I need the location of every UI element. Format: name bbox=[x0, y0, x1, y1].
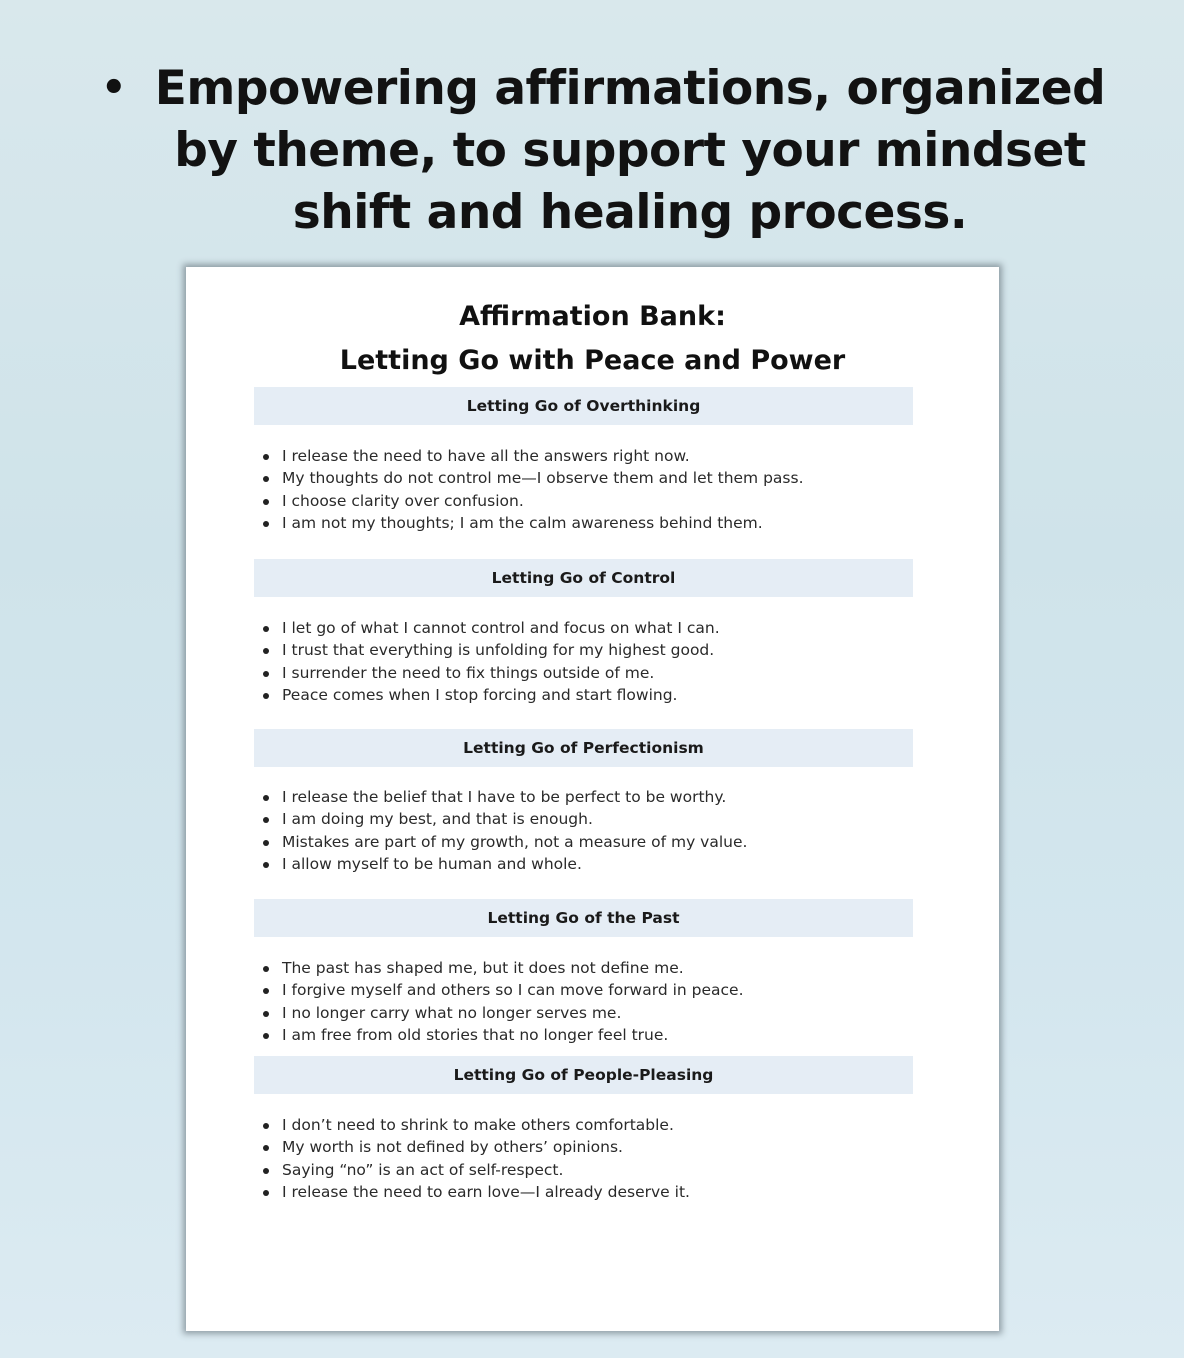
document-title-line-2: Letting Go with Peace and Power bbox=[339, 345, 846, 376]
section-heading-label: Letting Go of Perfectionism bbox=[463, 739, 704, 757]
affirmation-item: I am not my thoughts; I am the calm awareness behind them. bbox=[259, 512, 804, 534]
affirmation-item: I release the need to have all the answers right now. bbox=[259, 445, 804, 467]
affirmation-item: I trust that everything is unfolding for my highest good. bbox=[259, 639, 720, 661]
document-page bbox=[186, 267, 999, 1331]
document-title-line-1: Affirmation Bank: bbox=[459, 301, 726, 332]
affirmation-item: I surrender the need to fix things outside of me. bbox=[259, 662, 720, 684]
affirmation-item: Saying “no” is an act of self-respect. bbox=[259, 1159, 690, 1181]
affirmation-item: I release the need to earn love—I already deserve it. bbox=[259, 1181, 690, 1203]
affirmation-item: I am free from old stories that no longer feel true. bbox=[259, 1024, 744, 1046]
section-heading-label: Letting Go of the Past bbox=[487, 909, 680, 927]
section-heading-label: Letting Go of People-Pleasing bbox=[453, 1066, 714, 1084]
section-heading-label: Letting Go of Control bbox=[491, 569, 676, 587]
affirmation-item: I forgive myself and others so I can move forward in peace. bbox=[259, 979, 744, 1001]
affirmation-item: I am doing my best, and that is enough. bbox=[259, 808, 747, 830]
section-heading-overthinking bbox=[254, 387, 913, 425]
affirmation-list-control bbox=[259, 617, 720, 706]
affirmation-item: Mistakes are part of my growth, not a measure of my value. bbox=[259, 831, 747, 853]
affirmation-item: My worth is not defined by others’ opinions. bbox=[259, 1136, 690, 1158]
section-heading-label: Letting Go of Overthinking bbox=[466, 397, 701, 415]
section-heading-people-pleasing bbox=[254, 1056, 913, 1094]
affirmation-item: Peace comes when I stop forcing and start flowing. bbox=[259, 684, 720, 706]
affirmation-item: I choose clarity over confusion. bbox=[259, 490, 804, 512]
affirmation-item: I allow myself to be human and whole. bbox=[259, 853, 747, 875]
affirmation-item: My thoughts do not control me—I observe them and let them pass. bbox=[259, 467, 804, 489]
section-heading-perfectionism bbox=[254, 729, 913, 767]
affirmation-list-past bbox=[259, 957, 744, 1046]
affirmation-item: I no longer carry what no longer serves me. bbox=[259, 1002, 744, 1024]
affirmation-item: I don’t need to shrink to make others comfortable. bbox=[259, 1114, 690, 1136]
affirmation-item: I release the belief that I have to be perfect to be worthy. bbox=[259, 786, 747, 808]
headline-bullet: • bbox=[101, 65, 127, 111]
document-title bbox=[186, 295, 999, 383]
affirmation-list-overthinking bbox=[259, 445, 804, 534]
affirmation-list-people-pleasing bbox=[259, 1114, 690, 1203]
affirmation-item: The past has shaped me, but it does not define me. bbox=[259, 957, 744, 979]
affirmation-item: I let go of what I cannot control and focus on what I can. bbox=[259, 617, 720, 639]
headline-text: Empowering affirmations, organized by theme, to support your mindset shift and healing process. bbox=[154, 61, 1106, 240]
section-heading-past bbox=[254, 899, 913, 937]
section-heading-control bbox=[254, 559, 913, 597]
affirmation-list-perfectionism bbox=[259, 786, 747, 875]
